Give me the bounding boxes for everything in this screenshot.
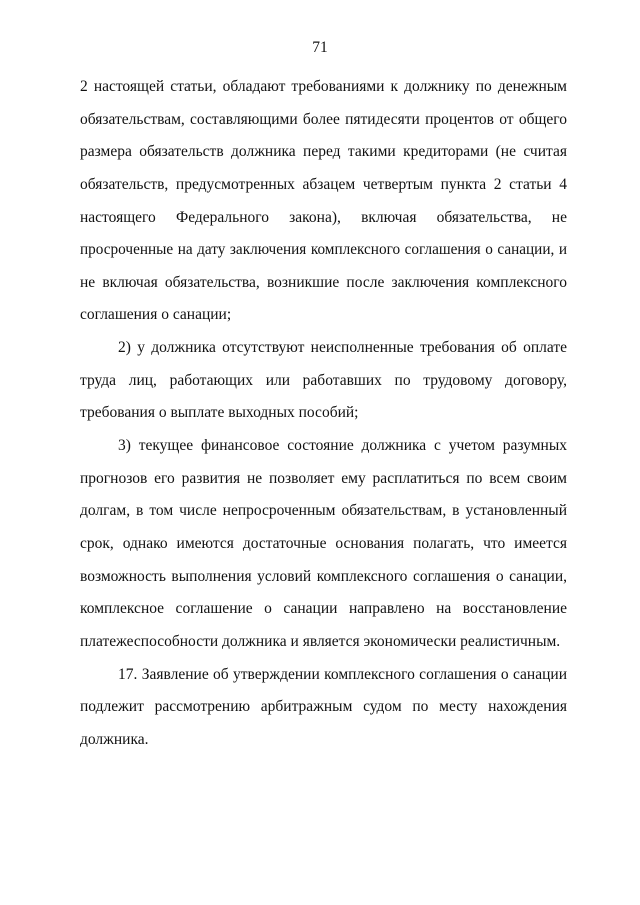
text-line: подлежит рассмотрению арбитражным судом по месту нахождения: [80, 698, 567, 716]
text-line: обязательств, предусмотренных абзацем четвертым пункта 2 статьи 4: [80, 175, 567, 193]
text-line: не включая обязательства, возникшие после заключения комплексного: [80, 273, 567, 291]
page-number: 71: [312, 39, 328, 56]
text-line: долгам, в том числе непросроченным обязательствам, в установленный: [80, 502, 567, 520]
text-line: труда лиц, работающих или работавших по трудовому договору,: [80, 371, 567, 389]
text-line: соглашения о санации;: [80, 306, 232, 324]
text-line: просроченные на дату заключения комплексного соглашения о санации, и: [80, 241, 567, 259]
text-line: 17. Заявление об утверждении комплексного соглашения о санации: [118, 665, 567, 683]
text-line: возможность выполнения условий комплексного соглашения о санации,: [80, 567, 567, 585]
text-line: настоящего Федерального закона), включая обязательства, не: [80, 208, 567, 226]
text-line: 3) текущее финансовое состояние должника с учетом разумных: [118, 437, 567, 455]
text-line: срок, однако имеются достаточные основания полагать, что имеется: [80, 534, 567, 552]
text-line: 2) у должника отсутствуют неисполненные требования об оплате: [118, 339, 567, 357]
text-line: обязательствам, составляющими более пятидесяти процентов от общего: [80, 110, 567, 128]
text-line: размера обязательств должника перед такими кредиторами (не считая: [80, 143, 567, 161]
text-line: прогнозов его развития не позволяет ему расплатиться по всем своим: [80, 469, 567, 487]
text-line: 2 настоящей статьи, обладают требованиями к должнику по денежным: [80, 78, 567, 95]
text-line: требования о выплате выходных пособий;: [80, 404, 359, 422]
text-line: платежеспособности должника и является экономически реалистичным.: [80, 632, 561, 650]
body-text: [80, 76, 567, 761]
text-line: комплексное соглашение о санации направлено на восстановление: [80, 600, 567, 618]
text-line: должника.: [80, 730, 149, 748]
